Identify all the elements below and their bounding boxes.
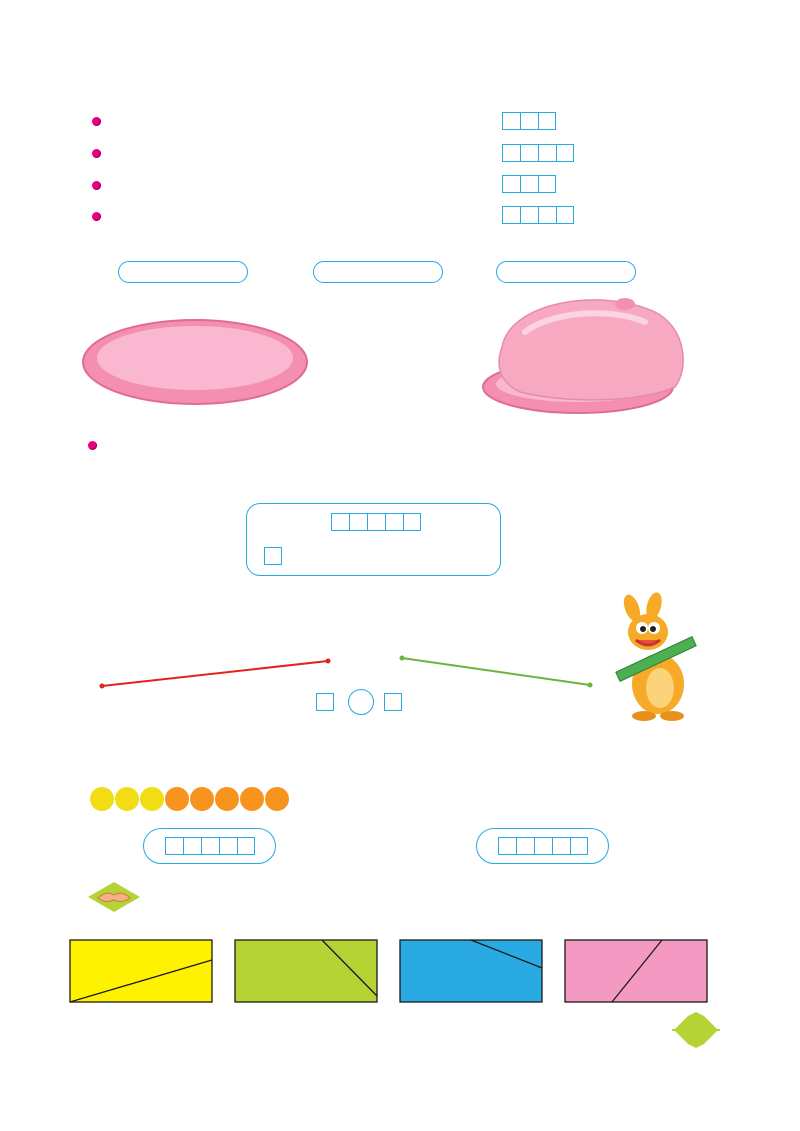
equation-pill-left [143,828,276,864]
circles-row-right [416,785,696,815]
eaten-cake-image [350,316,410,364]
answer-cells-4[interactable] [502,206,574,224]
blue-rectangle [400,940,542,1002]
pink-rectangle [565,940,707,1002]
kangaroo-with-ruler-image [608,592,700,722]
length-cell-1[interactable] [316,693,334,711]
yellow-rectangle [70,940,212,1002]
yellow-circle [140,787,164,811]
answer-box [246,503,501,576]
circles-row-left [90,787,290,811]
bullet-icon [88,441,97,450]
bullet-icon [92,149,101,158]
length-cell-2[interactable] [384,693,402,711]
answer-cell[interactable] [264,547,282,565]
answer-cells-3[interactable] [502,175,556,193]
compare-circle[interactable] [348,689,374,715]
label-zalyshylosia [496,261,636,283]
bullet-icon [92,117,101,126]
page-number-badge [670,1010,722,1050]
task4-item-4 [92,206,101,226]
equation-cells-right[interactable] [498,837,588,855]
orange-circle [240,787,264,811]
yellow-circle [115,787,139,811]
equation-cells[interactable] [331,513,421,531]
equation-pill-right [476,828,609,864]
answer-cells-2[interactable] [502,144,574,162]
label-bulo [118,261,248,283]
task4-item-3 [92,175,101,195]
orange-circle [165,787,189,811]
orange-circle [215,787,239,811]
answer-cells-1[interactable] [502,112,556,130]
plate-with-cakes-image [80,290,310,415]
quadrilaterals-image [68,938,718,1008]
green-rectangle [235,940,377,1002]
bullet-icon [92,181,101,190]
handshake-icon [86,880,142,914]
task5-question-line1 [88,435,718,455]
equation-cells-left[interactable] [165,837,255,855]
task4-item-2 [92,143,101,163]
orange-circle [265,787,289,811]
label-zyily [313,261,443,283]
covered-plate-image [480,292,695,417]
bullet-icon [92,212,101,221]
answer-line [259,547,287,565]
comparison-row [316,689,406,715]
task4-item-1 [92,111,101,131]
orange-circle [190,787,214,811]
yellow-circle [90,787,114,811]
